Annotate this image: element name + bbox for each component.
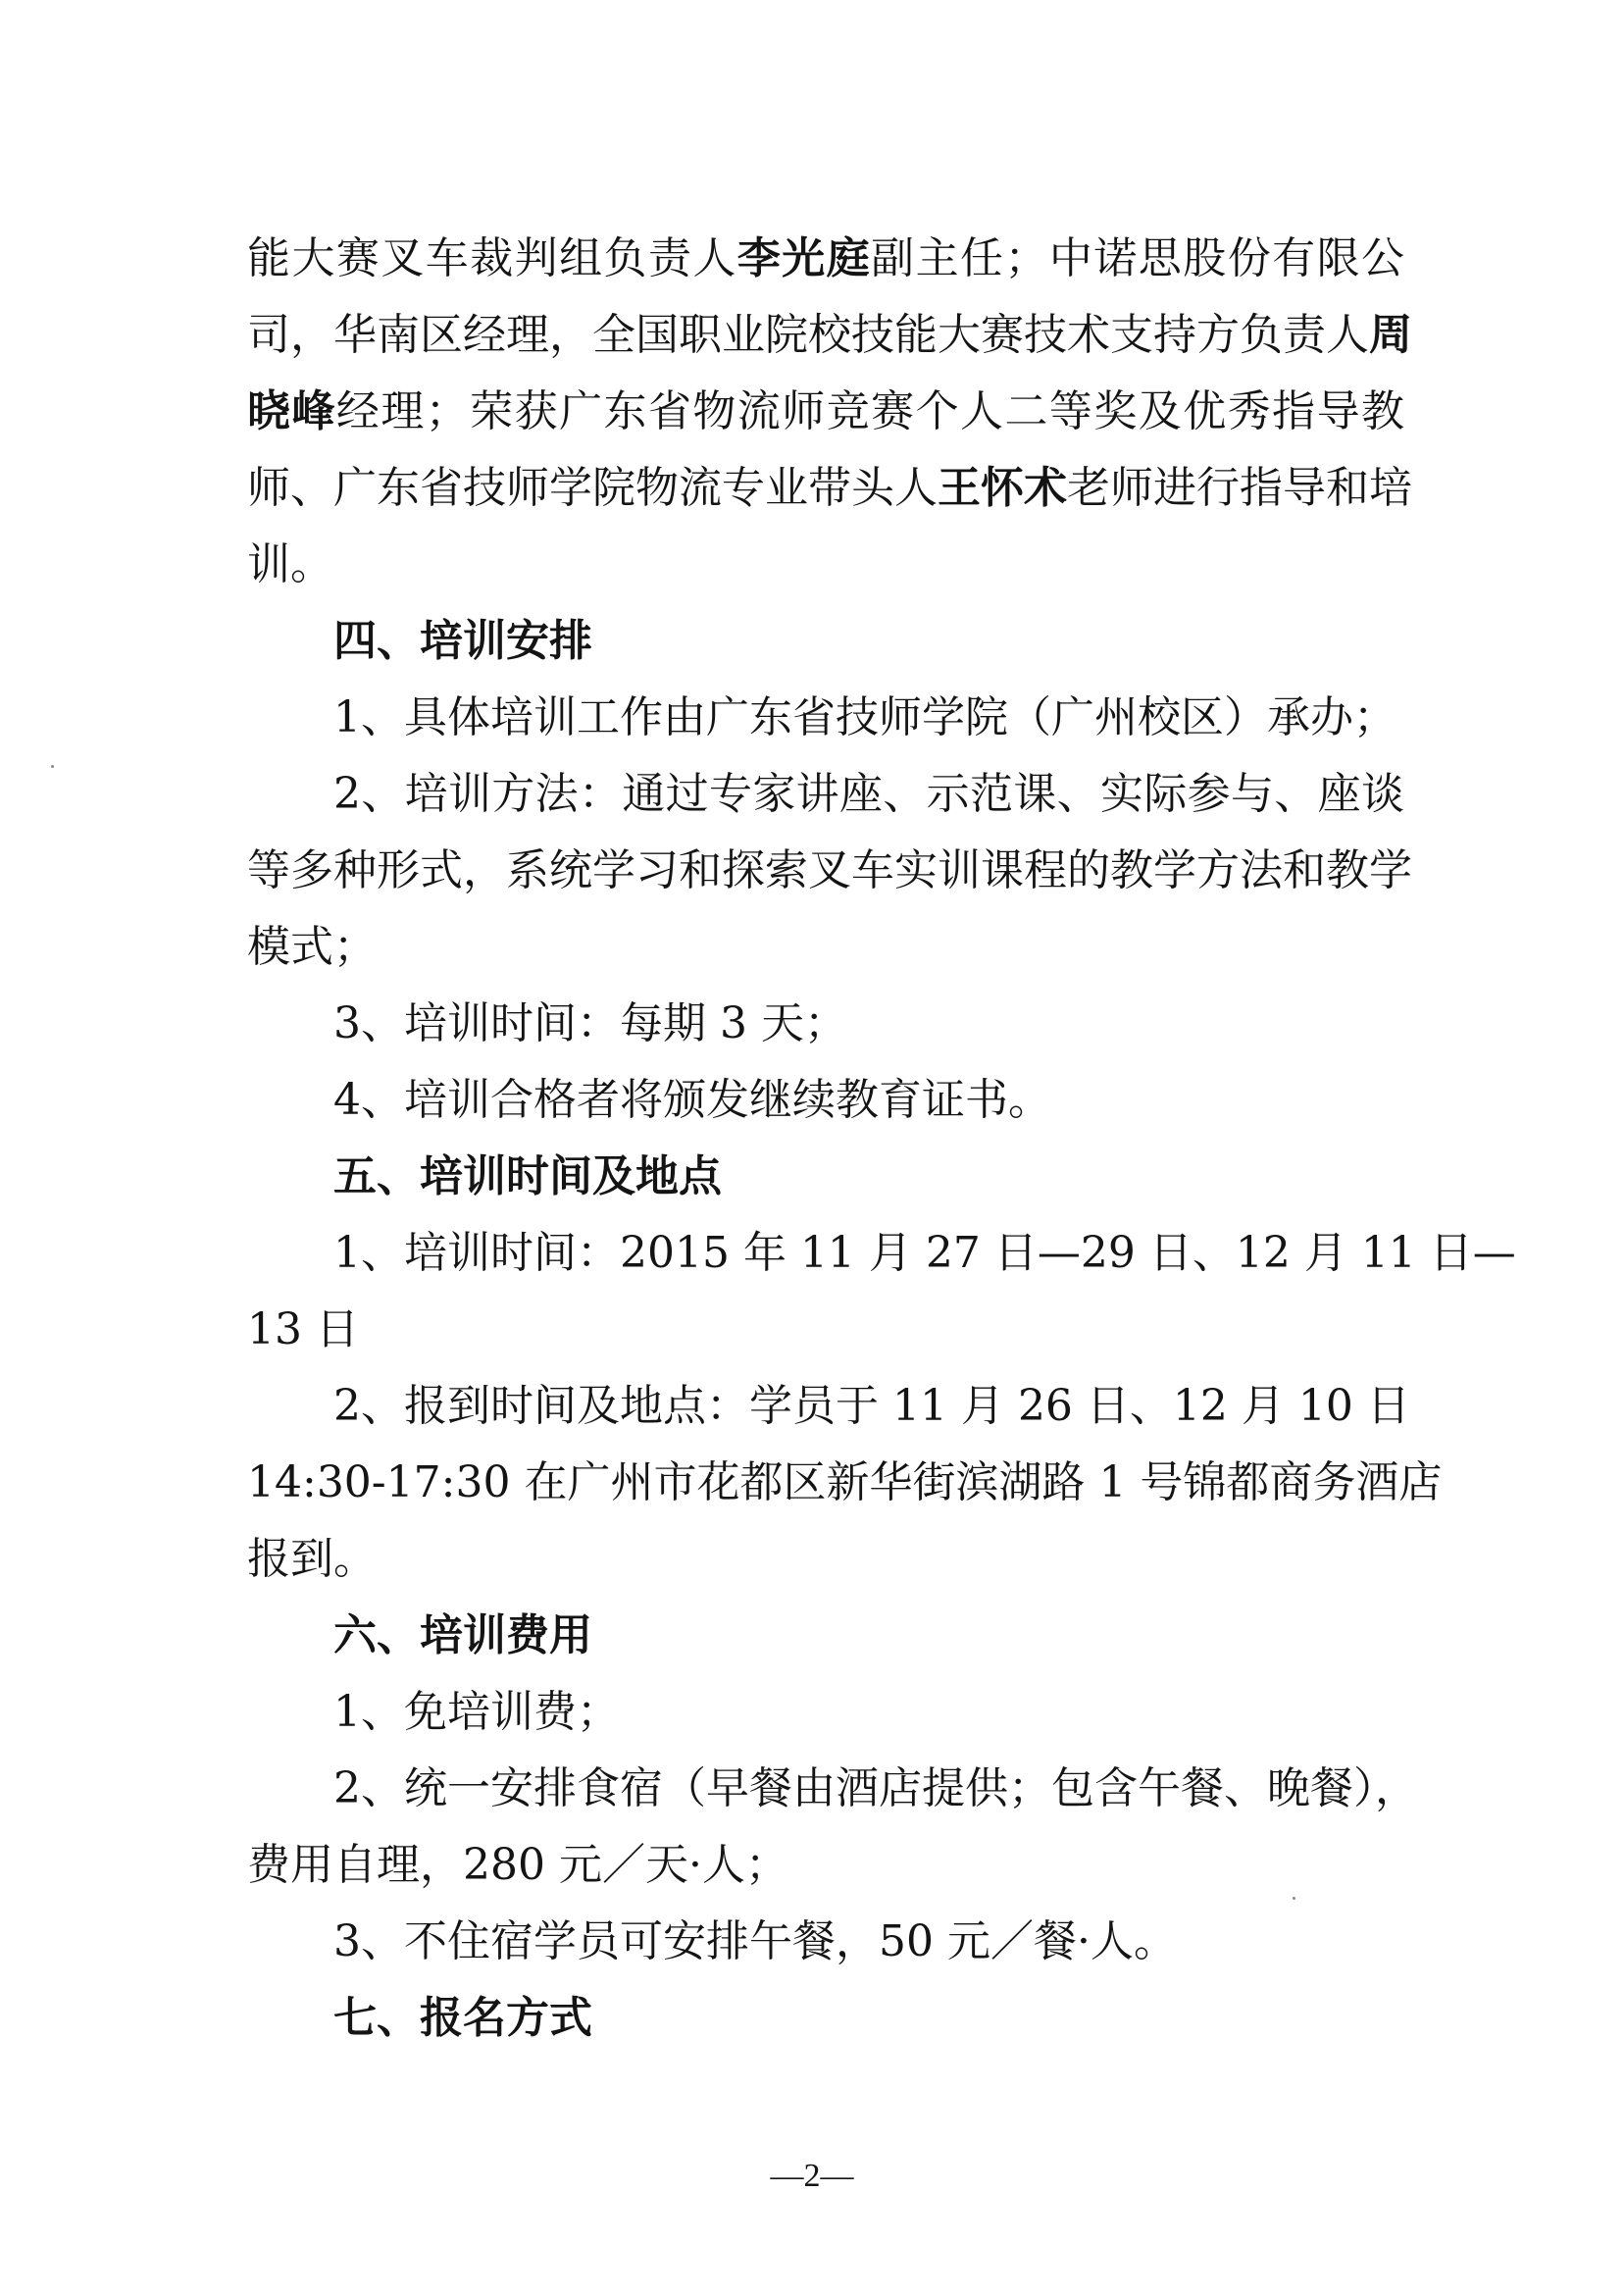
section-heading: 七、报名方式 xyxy=(333,1993,592,2043)
paragraph-line xyxy=(247,382,1404,441)
list-item: 1、具体培训工作由广东省技师学院（广州校区）承办； xyxy=(333,692,1396,742)
list-item: 1、培训时间：2015 年 11 月 27 日—29 日、12 月 11 日— xyxy=(333,1228,1516,1278)
paragraph-line: 14:30-17:30 在广州市花都区新华街滨湖路 1 号锦都商务酒店 xyxy=(247,1457,1443,1507)
paragraph-line xyxy=(247,459,1412,518)
trainer-name: 晓峰 xyxy=(247,386,336,436)
section-heading: 六、培训费用 xyxy=(333,1610,592,1660)
list-item: 1、免培训费； xyxy=(333,1687,620,1737)
text-run: 师、广东省技师学院物流专业带头人 xyxy=(247,463,938,513)
list-item: 2、统一安排食宿（早餐由酒店提供；包含午餐、晚餐）， xyxy=(333,1763,1418,1813)
paragraph-line: 13 日 xyxy=(247,1304,359,1354)
list-item: 3、培训时间：每期 3 天； xyxy=(333,998,847,1048)
page-number: —2— xyxy=(770,2158,854,2194)
text-run: 能大赛叉车裁判组负责人 xyxy=(247,233,737,283)
text-run: 训。 xyxy=(247,539,333,589)
section-heading: 五、培训时间及地点 xyxy=(333,1151,722,1201)
paragraph-line xyxy=(247,229,1404,288)
paragraph-line xyxy=(247,306,1412,365)
paragraph-line: 费用自理，280 元／天·人； xyxy=(247,1840,788,1890)
paragraph-line: 模式； xyxy=(247,922,377,972)
list-item: 3、不住宿学员可安排午餐，50 元／餐·人。 xyxy=(333,1916,1177,1966)
text-run: 老师进行指导和培 xyxy=(1067,463,1412,513)
section-heading: 四、培训安排 xyxy=(333,616,592,666)
scan-speck xyxy=(51,765,54,768)
text-run: 经理；荣获广东省物流师竞赛个人二等奖及优秀指导教 xyxy=(335,386,1405,436)
list-item: 2、报到时间及地点：学员于 11 月 26 日、12 月 10 日 xyxy=(333,1381,1410,1431)
scan-speck xyxy=(1293,1897,1295,1900)
text-run: 司，华南区经理，全国职业院校技能大赛技术支持方负责人 xyxy=(247,310,1369,360)
list-item: 4、培训合格者将颁发继续教育证书。 xyxy=(333,1075,1051,1125)
paragraph-line xyxy=(247,535,1404,594)
trainer-name: 王怀术 xyxy=(938,463,1067,513)
paragraph-line: 报到。 xyxy=(247,1534,377,1584)
trainer-name: 李光庭 xyxy=(736,233,872,283)
paragraph-line: 等多种形式，系统学习和探索叉车实训课程的教学方法和教学 xyxy=(247,845,1412,895)
list-item: 2、培训方法：通过专家讲座、示范课、实际参与、座谈 xyxy=(333,769,1404,819)
trainer-name: 周 xyxy=(1369,310,1412,360)
text-run: 副主任；中诺思股份有限公 xyxy=(871,233,1405,283)
